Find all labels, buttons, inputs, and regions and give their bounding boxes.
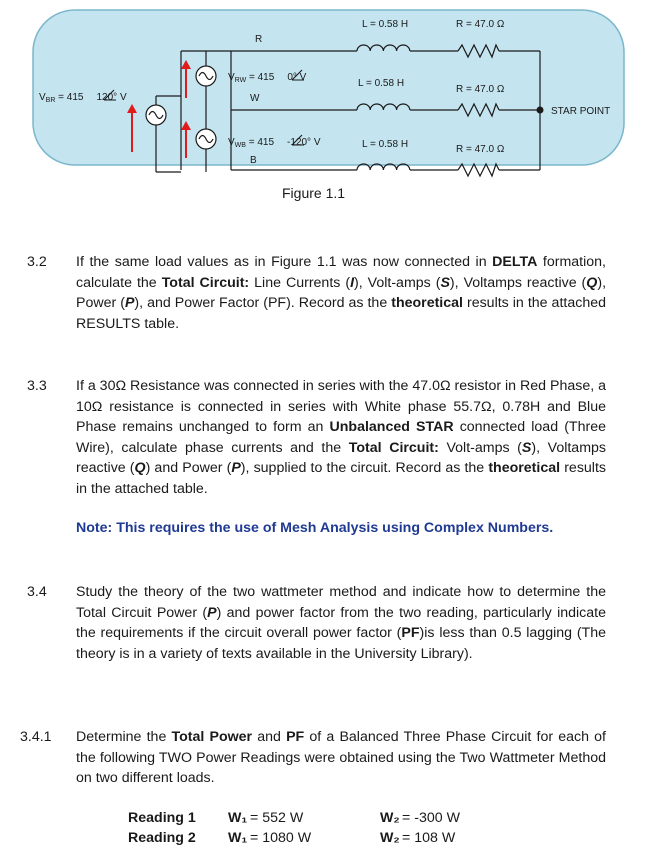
voltage-label-rw: $V_{RW} = 415$ 0° V [228, 72, 307, 84]
resistor-label-2: R = 47.0 Ω [456, 84, 505, 95]
inductor-label-1: L = 0.58 H [362, 19, 409, 30]
note-text: Note: This requires the use of Mesh Analysis using Complex Numbers. [76, 520, 554, 536]
section-number: 3.4 [27, 584, 47, 600]
star-point-dot [537, 107, 544, 114]
section-number: 3.3 [27, 378, 47, 394]
w2-label: W₂ [380, 830, 400, 846]
reading-label: Reading 1 [128, 810, 196, 826]
node-label-b: B [250, 155, 257, 166]
ac-source-icon [196, 66, 216, 86]
figure-caption: Figure 1.1 [282, 185, 346, 201]
reading-row [128, 828, 588, 848]
w2-value: = -300 W [402, 810, 460, 826]
ac-source-icon [146, 105, 166, 125]
inductor-label-3: L = 0.58 H [362, 139, 409, 150]
circuit-figure [0, 0, 654, 210]
w1-label: W₁ [228, 830, 248, 846]
resistor-label-3: R = 47.0 Ω [456, 144, 505, 155]
star-point-label: STAR POINT [551, 106, 611, 117]
voltage-label-wb: $V_{WB} = 415$ -120° V [228, 137, 321, 149]
section-3-2-text: If the same load values as in Figure 1.1 was now connected in DELTA formation, calculate the Total Circuit: Line Currents (I), Volt-amps (S), Voltamps reactive (Q), Power (P), and Power Factor (PF). Record as the theoretical results in the attached RESULTS table. [76, 254, 607, 332]
voltage-label-br: $V_{BR} = 415$ 120° V [39, 92, 127, 104]
inductor-label-2: L = 0.58 H [358, 78, 405, 89]
readings-table [128, 808, 588, 852]
w1-value: = 552 W [250, 810, 304, 826]
w1-label: W₁ [228, 810, 248, 826]
reading-label: Reading 2 [128, 830, 196, 846]
reading-row [128, 808, 588, 828]
figure-panel [33, 10, 624, 165]
w2-value: = 108 W [402, 830, 456, 846]
section-3-3-text: If a 30Ω Resistance was connected in series with the 47.0Ω resistor in Red Phase, a 10Ω resistance is connected in series with White phase 55.7Ω, 0.78H and Blue Phase remains unchanged to form an Unbalanced STAR connected load (Three Wire), calculate phase currents and the Total Circuit: Volt-amps (S), Voltamps reactive (Q) and Power (P), supplied to the circuit. Record as the theoretical results in the attached table. [76, 378, 607, 497]
section-3-4-text: Study the theory of the two wattmeter method and indicate how to determine the Total Circuit Power (P) and power factor from the two reading, particularly indicate the requirements if the circuit overall power factor (PF)is less than 0.5 lagging (The theory is in a variety of texts available in the University Library). [76, 584, 606, 662]
section-number: 3.2 [27, 254, 47, 270]
section-3-4-1-text: Determine the Total Power and PF of a Balanced Three Phase Circuit for each of the following TWO Power Readings were obtained using the Two Wattmeter Method on two different loads. [76, 729, 606, 786]
node-label-r: R [255, 34, 263, 45]
resistor-label-1: R = 47.0 Ω [456, 19, 505, 30]
w2-label: W₂ [380, 810, 400, 826]
w1-value: = 1080 W [250, 830, 312, 846]
section-number: 3.4.1 [20, 729, 52, 745]
ac-source-icon [196, 129, 216, 149]
node-label-w: W [250, 93, 260, 104]
